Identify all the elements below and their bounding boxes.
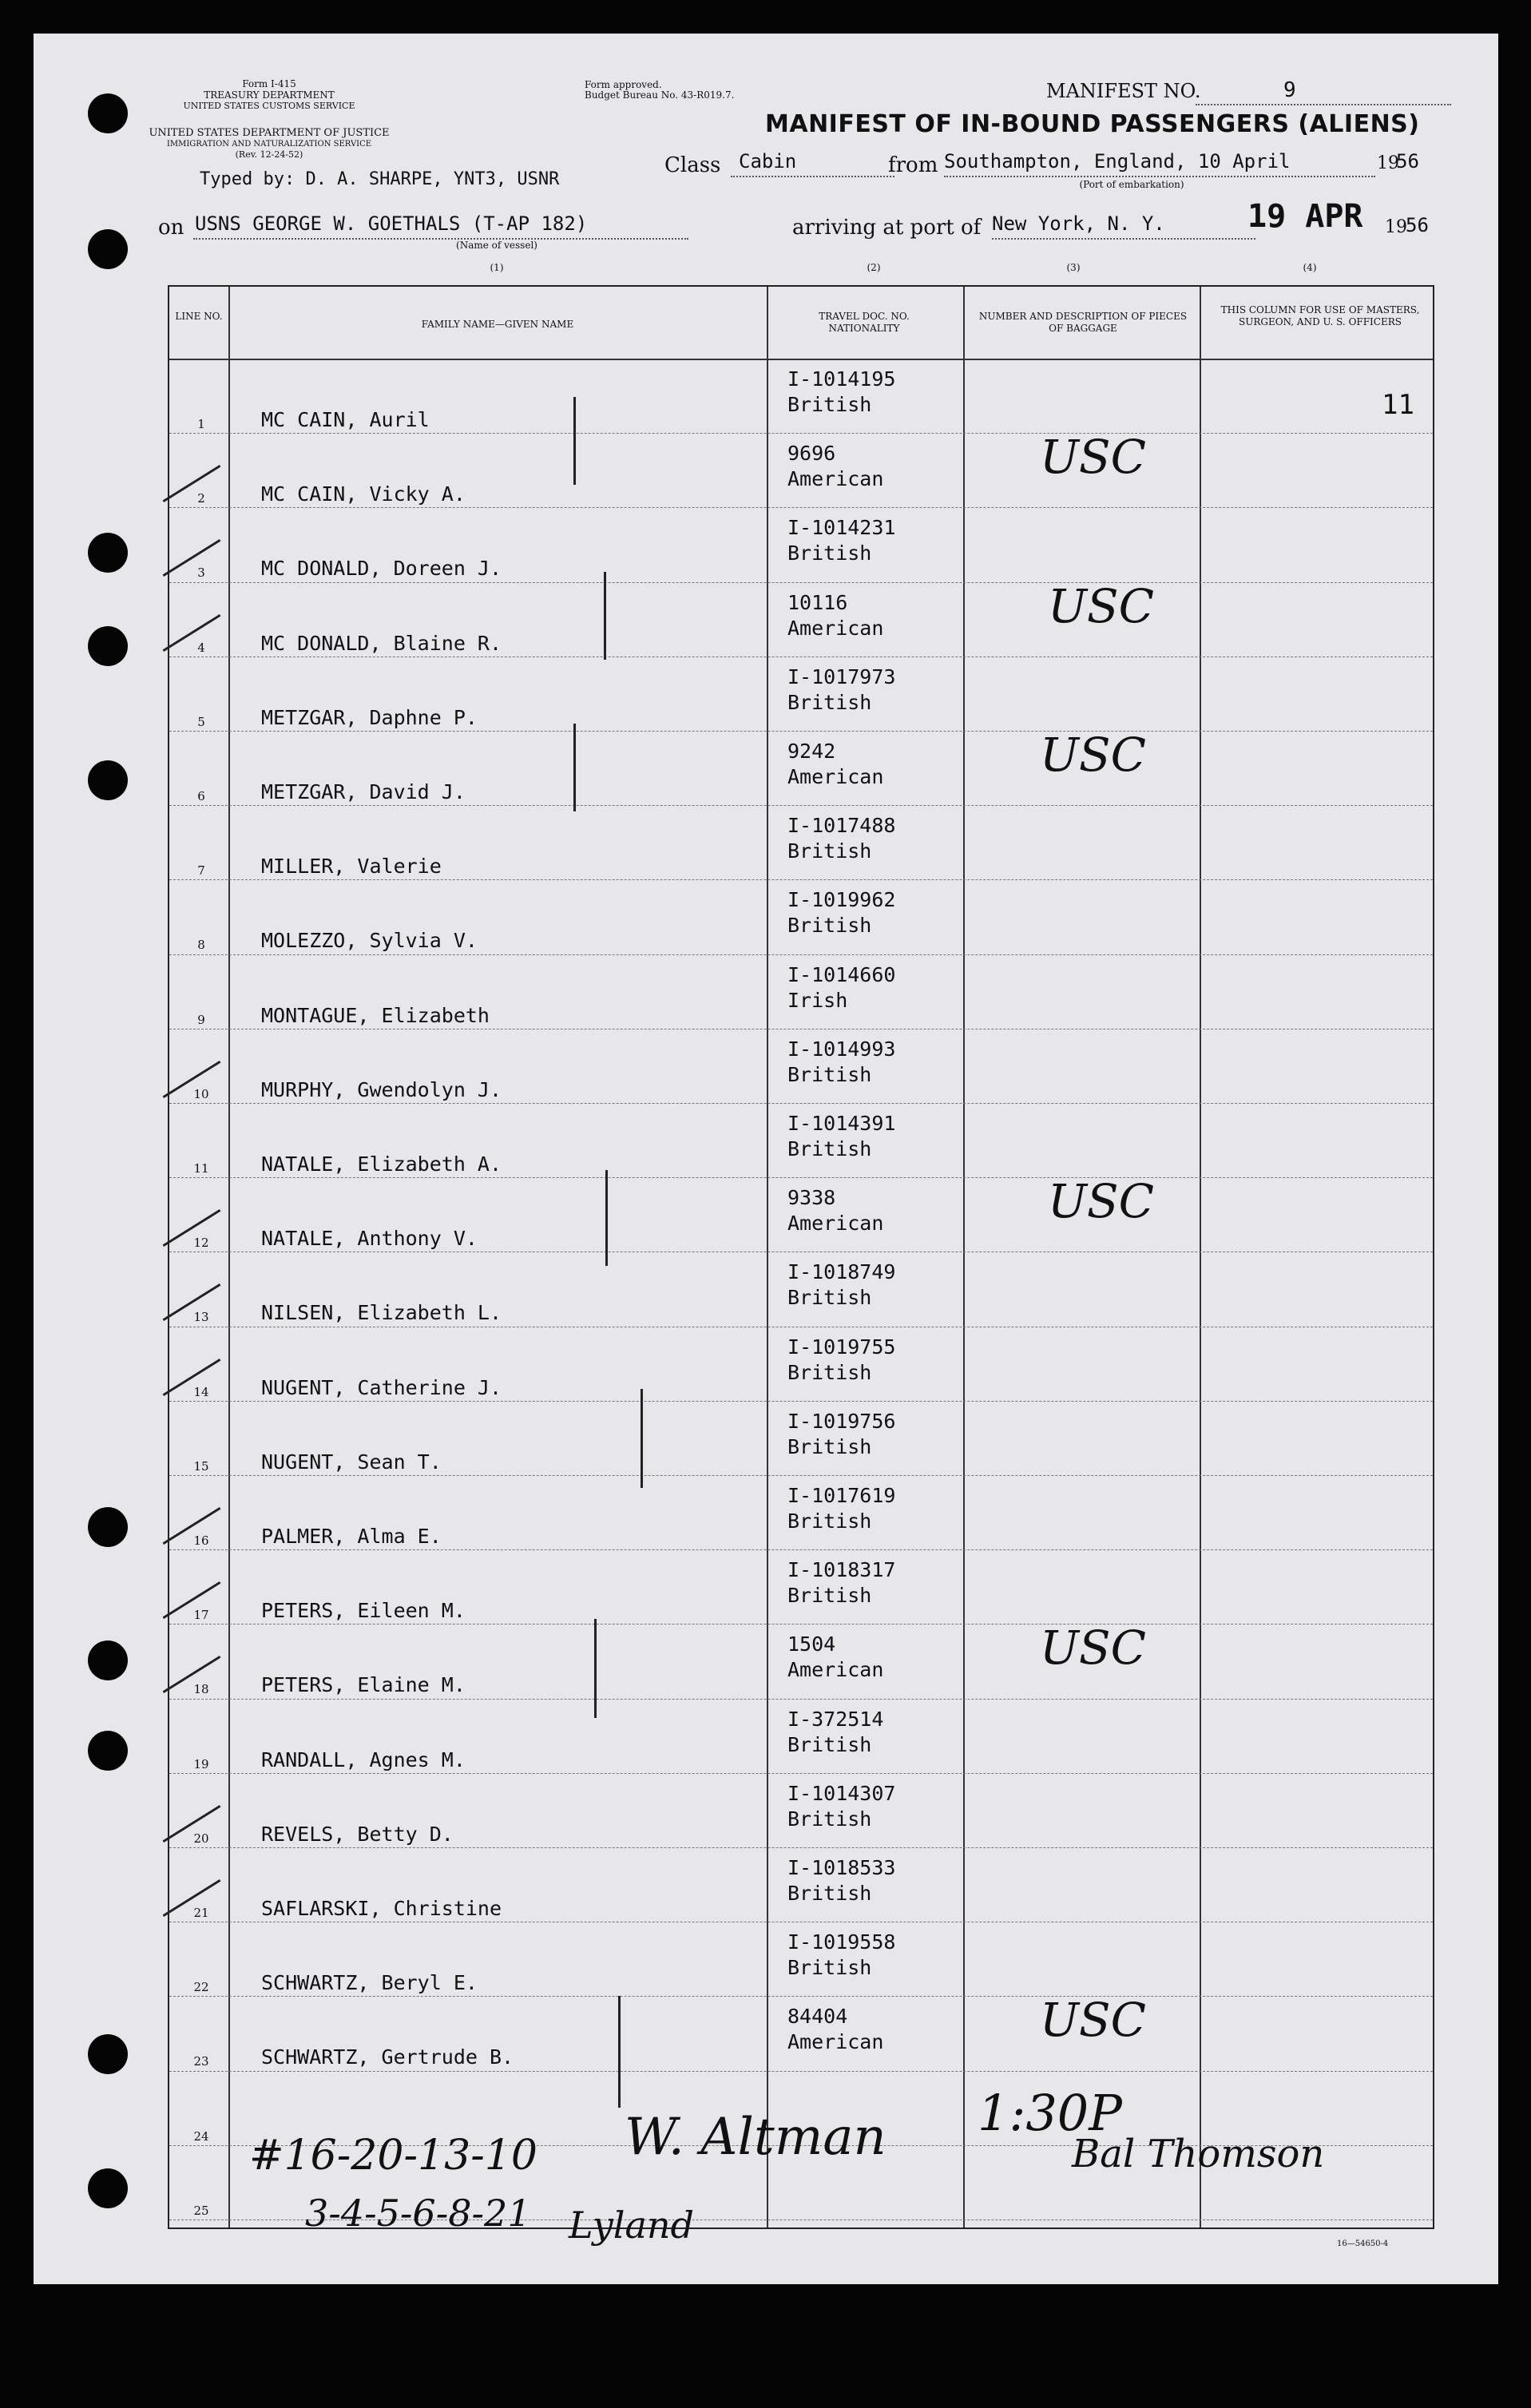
table-row <box>169 1700 1433 1775</box>
nationality: American <box>787 1658 884 1682</box>
passenger-name: NATALE, Anthony V. <box>261 1227 478 1251</box>
travel-doc-number: I-1014660 <box>787 962 896 986</box>
punch-hole <box>88 1731 128 1771</box>
row-rule <box>169 1177 1433 1178</box>
initials-signature: Lyland <box>569 2204 694 2247</box>
line-number: 23 <box>193 2054 209 2069</box>
row-rule <box>169 507 1433 508</box>
line-number: 20 <box>193 1831 209 1846</box>
nationality: British <box>787 914 872 938</box>
manifest-number: 9 <box>1283 78 1296 102</box>
travel-doc-number: I-1017973 <box>787 664 896 688</box>
travel-doc-cell <box>787 1037 895 1088</box>
travel-doc-number: I-1017619 <box>787 1484 896 1507</box>
vessel-line <box>193 214 688 240</box>
citizenship-note: USC <box>1048 1174 1154 1229</box>
check-mark <box>641 1389 643 1488</box>
treasury-department: TREASURY DEPARTMENT <box>204 89 335 101</box>
arrival-date-stamp: 19 APR <box>1247 198 1363 235</box>
travel-doc-number: I-1018533 <box>787 1856 896 1879</box>
form-approved: Form approved. <box>585 79 662 90</box>
table-row <box>169 1030 1433 1105</box>
citizenship-note: USC <box>1040 728 1146 782</box>
travel-doc-number: I-1014231 <box>787 516 896 540</box>
manifest-label: MANIFEST NO. <box>1046 80 1201 102</box>
nationality: British <box>787 1807 872 1831</box>
line-number: 16 <box>193 1533 209 1548</box>
passenger-name: MC CAIN, Vicky A. <box>261 482 466 506</box>
row-rule <box>169 1847 1433 1848</box>
passenger-name: NUGENT, Sean T. <box>261 1450 442 1474</box>
class-line <box>731 152 894 177</box>
table-row <box>169 1993 1433 2072</box>
check-mark <box>573 724 576 811</box>
check-mark <box>605 1170 608 1266</box>
punch-hole <box>88 626 128 666</box>
travel-doc-cell <box>787 1557 895 1609</box>
line-number: 9 <box>197 1012 205 1027</box>
citizenship-note: USC <box>1040 430 1146 485</box>
handwritten-tally: #16-20-13-10 <box>249 2132 537 2180</box>
travel-doc-cell <box>787 1707 883 1758</box>
line-number: 11 <box>193 1161 209 1176</box>
travel-doc-cell <box>787 1855 895 1906</box>
from-line <box>944 152 1375 177</box>
line-number: 18 <box>193 1682 209 1697</box>
nationality: British <box>787 1882 872 1905</box>
nationality: British <box>787 393 872 416</box>
travel-doc-cell <box>787 1632 883 1683</box>
row-rule <box>169 1475 1433 1476</box>
travel-doc-number: I-1019756 <box>787 1409 896 1433</box>
line-number: 1 <box>197 417 205 431</box>
line-number: 21 <box>193 1906 209 1920</box>
arrival-port: New York, N. Y. <box>992 212 1165 235</box>
table-row <box>169 578 1433 658</box>
passenger-name: MONTAGUE, Elizabeth <box>261 1003 490 1027</box>
row-rule <box>169 731 1433 732</box>
passenger-name: PETERS, Elaine M. <box>261 1673 466 1697</box>
passenger-name: PETERS, Eileen M. <box>261 1599 466 1623</box>
nationality: American <box>787 1212 884 1236</box>
passenger-name: METZGAR, Daphne P. <box>261 705 478 729</box>
inspector-signature: W. Altman <box>625 2108 886 2167</box>
from-value: Southampton, England, 10 April <box>944 150 1291 173</box>
travel-doc-number: I-1018317 <box>787 1558 896 1582</box>
row-rule <box>169 954 1433 955</box>
table-row <box>169 1253 1433 1327</box>
column-number: (3) <box>1066 262 1081 273</box>
row-rule <box>169 582 1433 583</box>
travel-doc-number: I-1019558 <box>787 1930 896 1954</box>
citizenship-note: USC <box>1040 1621 1146 1676</box>
travel-doc-cell <box>787 1111 895 1162</box>
nationality: American <box>787 765 884 788</box>
nationality: Irish <box>787 988 848 1012</box>
travel-doc-cell <box>787 515 895 566</box>
travel-doc-cell <box>787 1483 895 1534</box>
check-mark <box>618 1996 621 2108</box>
passenger-name: MC DONALD, Blaine R. <box>261 631 502 655</box>
year-suffix: 56 <box>1396 150 1419 173</box>
port-caption: (Port of embarkation) <box>1079 179 1184 190</box>
passenger-name: MOLEZZO, Sylvia V. <box>261 929 478 953</box>
punch-hole <box>88 229 128 269</box>
table-row <box>169 658 1433 732</box>
table-row <box>169 807 1433 881</box>
travel-doc-number: 1504 <box>787 1632 836 1656</box>
arriving-label: arriving at port of <box>792 216 982 240</box>
nationality: British <box>787 839 872 863</box>
travel-doc-cell <box>787 1930 895 1981</box>
line-number: 19 <box>193 1756 209 1771</box>
travel-doc-number: I-1014993 <box>787 1037 896 1061</box>
travel-doc-cell <box>787 367 895 418</box>
punch-hole <box>88 533 128 573</box>
nationality: British <box>787 1956 872 1980</box>
table-row <box>169 1849 1433 1923</box>
column-header-baggage: NUMBER AND DESCRIPTION OF PIECES OF BAGGAGE <box>978 311 1188 334</box>
travel-doc-cell <box>787 1409 895 1460</box>
punch-hole <box>88 1640 128 1680</box>
table-row <box>169 881 1433 955</box>
row-rule <box>169 1699 1433 1700</box>
line-number: 8 <box>197 938 205 953</box>
line-number: 4 <box>197 640 205 655</box>
column-number: (4) <box>1303 262 1317 273</box>
travel-doc-cell <box>787 1185 883 1236</box>
table-row <box>169 509 1433 583</box>
typed-by: Typed by: D. A. SHARPE, YNT3, USNR <box>200 169 560 189</box>
travel-doc-cell <box>787 1260 895 1311</box>
class-value: Cabin <box>739 150 797 173</box>
line-number: 5 <box>197 714 205 729</box>
nationality: British <box>787 1509 872 1533</box>
travel-doc-cell <box>787 590 883 641</box>
check-mark <box>594 1619 597 1718</box>
travel-doc-number: I-372514 <box>787 1707 884 1731</box>
punch-hole <box>88 93 128 133</box>
column-header-officers: THIS COLUMN FOR USE OF MASTERS, SURGEON, AND U. S. OFFICERS <box>1220 304 1420 327</box>
handwritten-time: 1:30P <box>978 2084 1122 2142</box>
nationality: British <box>787 1286 872 1310</box>
row-rule <box>169 1996 1433 1997</box>
port-line <box>992 214 1255 240</box>
passenger-name: NUGENT, Catherine J. <box>261 1375 502 1399</box>
table-row <box>169 430 1433 509</box>
on-label: on <box>158 216 184 240</box>
citizenship-note: USC <box>1048 578 1154 633</box>
passenger-name: NILSEN, Elizabeth L. <box>261 1301 502 1325</box>
table-row <box>169 1477 1433 1551</box>
travel-doc-number: I-1018749 <box>787 1260 896 1284</box>
punch-hole <box>88 2168 128 2208</box>
column-header-travel-doc: TRAVEL DOC. NO. NATIONALITY <box>819 311 910 334</box>
nationality: British <box>787 1360 872 1384</box>
nationality: British <box>787 1137 872 1160</box>
table-row <box>169 1775 1433 1849</box>
travel-doc-number: 9696 <box>787 442 836 466</box>
table-row <box>169 1621 1433 1700</box>
table-row <box>169 1551 1433 1625</box>
travel-doc-number: 9338 <box>787 1186 836 1210</box>
travel-doc-number: I-1014195 <box>787 367 896 391</box>
passenger-name: MILLER, Valerie <box>261 855 442 879</box>
travel-doc-number: I-1014307 <box>787 1781 896 1805</box>
nationality: British <box>787 1434 872 1458</box>
vessel-caption: (Name of vessel) <box>456 240 537 251</box>
passenger-name: MC CAIN, Auril <box>261 408 430 431</box>
class-label: Class <box>664 153 721 177</box>
table-row <box>169 1105 1433 1179</box>
form-revision: (Rev. 12-24-52) <box>235 149 303 160</box>
column-header-line: LINE NO. <box>175 311 223 322</box>
row-rule <box>169 1401 1433 1402</box>
passenger-name: SAFLARSKI, Christine <box>261 1897 502 1920</box>
budget-bureau: Budget Bureau No. 43-R019.7. <box>585 89 735 101</box>
line-number: 12 <box>193 1236 209 1251</box>
passenger-name: RANDALL, Agnes M. <box>261 1747 466 1771</box>
year-prefix-2: 19 <box>1385 217 1407 237</box>
row-rule <box>169 1624 1433 1625</box>
from-label: from <box>888 153 938 177</box>
travel-doc-cell <box>787 1335 895 1386</box>
table-row <box>169 1402 1433 1477</box>
travel-doc-number: I-1014391 <box>787 1112 896 1135</box>
nationality: British <box>787 690 872 714</box>
passenger-name: REVELS, Betty D. <box>261 1822 454 1846</box>
handwritten-tally: 3-4-5-6-8-21 <box>305 2192 531 2235</box>
travel-doc-cell <box>787 2004 883 2055</box>
passenger-name: SCHWARTZ, Gertrude B. <box>261 2045 514 2069</box>
year-suffix-2: 56 <box>1406 214 1429 236</box>
line-number: 25 <box>193 2203 209 2218</box>
line-number: 6 <box>197 789 205 803</box>
passenger-name: MURPHY, Gwendolyn J. <box>261 1077 502 1101</box>
column-number: (1) <box>490 262 504 273</box>
inspector-signature: Bal Thomson <box>1072 2132 1325 2176</box>
justice-department: UNITED STATES DEPARTMENT OF JUSTICE <box>149 127 390 139</box>
travel-doc-number: I-1019755 <box>787 1335 896 1359</box>
passenger-name: METZGAR, David J. <box>261 780 466 803</box>
table-row <box>169 360 1433 434</box>
line-number: 3 <box>197 565 205 581</box>
table-row <box>169 1923 1433 1997</box>
travel-doc-cell <box>787 739 883 790</box>
travel-doc-cell <box>787 1781 895 1832</box>
column-number: (2) <box>867 262 881 273</box>
citizenship-note: USC <box>1040 1993 1146 2048</box>
row-rule <box>169 1549 1433 1550</box>
line-number: 24 <box>193 2128 209 2144</box>
customs-service: UNITED STATES CUSTOMS SERVICE <box>183 101 355 111</box>
nationality: American <box>787 467 884 491</box>
line-number: 2 <box>197 491 205 506</box>
line-number: 10 <box>193 1086 209 1101</box>
footer-code: 16—54650-4 <box>1337 2239 1389 2248</box>
travel-doc-cell <box>787 664 895 716</box>
punch-hole <box>88 1507 128 1547</box>
punch-hole <box>88 760 128 800</box>
travel-doc-number: I-1019962 <box>787 888 896 912</box>
passenger-name: MC DONALD, Doreen J. <box>261 557 502 581</box>
line-number: 17 <box>193 1608 209 1623</box>
row-rule <box>169 1773 1433 1774</box>
punch-hole <box>88 2034 128 2074</box>
travel-doc-cell <box>787 441 883 492</box>
row-rule <box>169 805 1433 806</box>
year-prefix: 19 <box>1377 153 1399 173</box>
officer-count: 11 <box>1382 389 1414 421</box>
table-row <box>169 728 1433 807</box>
travel-doc-number: 9242 <box>787 740 836 763</box>
manifest-number-line <box>1196 80 1451 105</box>
manifest-title: MANIFEST OF IN-BOUND PASSENGERS (ALIENS) <box>765 110 1420 138</box>
travel-doc-cell <box>787 813 895 864</box>
row-rule <box>169 433 1433 434</box>
immigration-service: IMMIGRATION AND NATURALIZATION SERVICE <box>166 140 372 149</box>
line-number: 22 <box>193 1980 209 1995</box>
line-number: 15 <box>193 1458 209 1474</box>
nationality: British <box>787 1732 872 1756</box>
line-number: 13 <box>193 1310 209 1325</box>
row-rule <box>169 879 1433 880</box>
travel-doc-number: 10116 <box>787 590 848 614</box>
travel-doc-cell <box>787 962 895 1014</box>
nationality: British <box>787 1062 872 1086</box>
table-row <box>169 1328 1433 1402</box>
form-number: Form I-415 <box>242 78 296 89</box>
check-mark <box>573 397 576 485</box>
row-rule <box>169 2071 1433 2072</box>
manifest-page <box>34 34 1498 2284</box>
column-header-name: FAMILY NAME—GIVEN NAME <box>421 319 574 330</box>
line-number: 14 <box>193 1384 209 1399</box>
travel-doc-number: I-1017488 <box>787 814 896 838</box>
vessel-name: USNS GEORGE W. GOETHALS (T-AP 182) <box>195 212 588 235</box>
nationality: American <box>787 616 884 640</box>
row-rule <box>169 1103 1433 1104</box>
check-mark <box>604 572 606 660</box>
travel-doc-number: 84404 <box>787 2005 848 2029</box>
table-row <box>169 1174 1433 1253</box>
table-row <box>169 956 1433 1030</box>
nationality: British <box>787 1584 872 1608</box>
passenger-name: NATALE, Elizabeth A. <box>261 1152 502 1176</box>
passenger-name: SCHWARTZ, Beryl E. <box>261 1971 478 1995</box>
travel-doc-cell <box>787 887 895 938</box>
line-number: 7 <box>197 863 205 879</box>
passenger-name: PALMER, Alma E. <box>261 1525 442 1548</box>
nationality: American <box>787 2030 884 2054</box>
nationality: British <box>787 542 872 565</box>
